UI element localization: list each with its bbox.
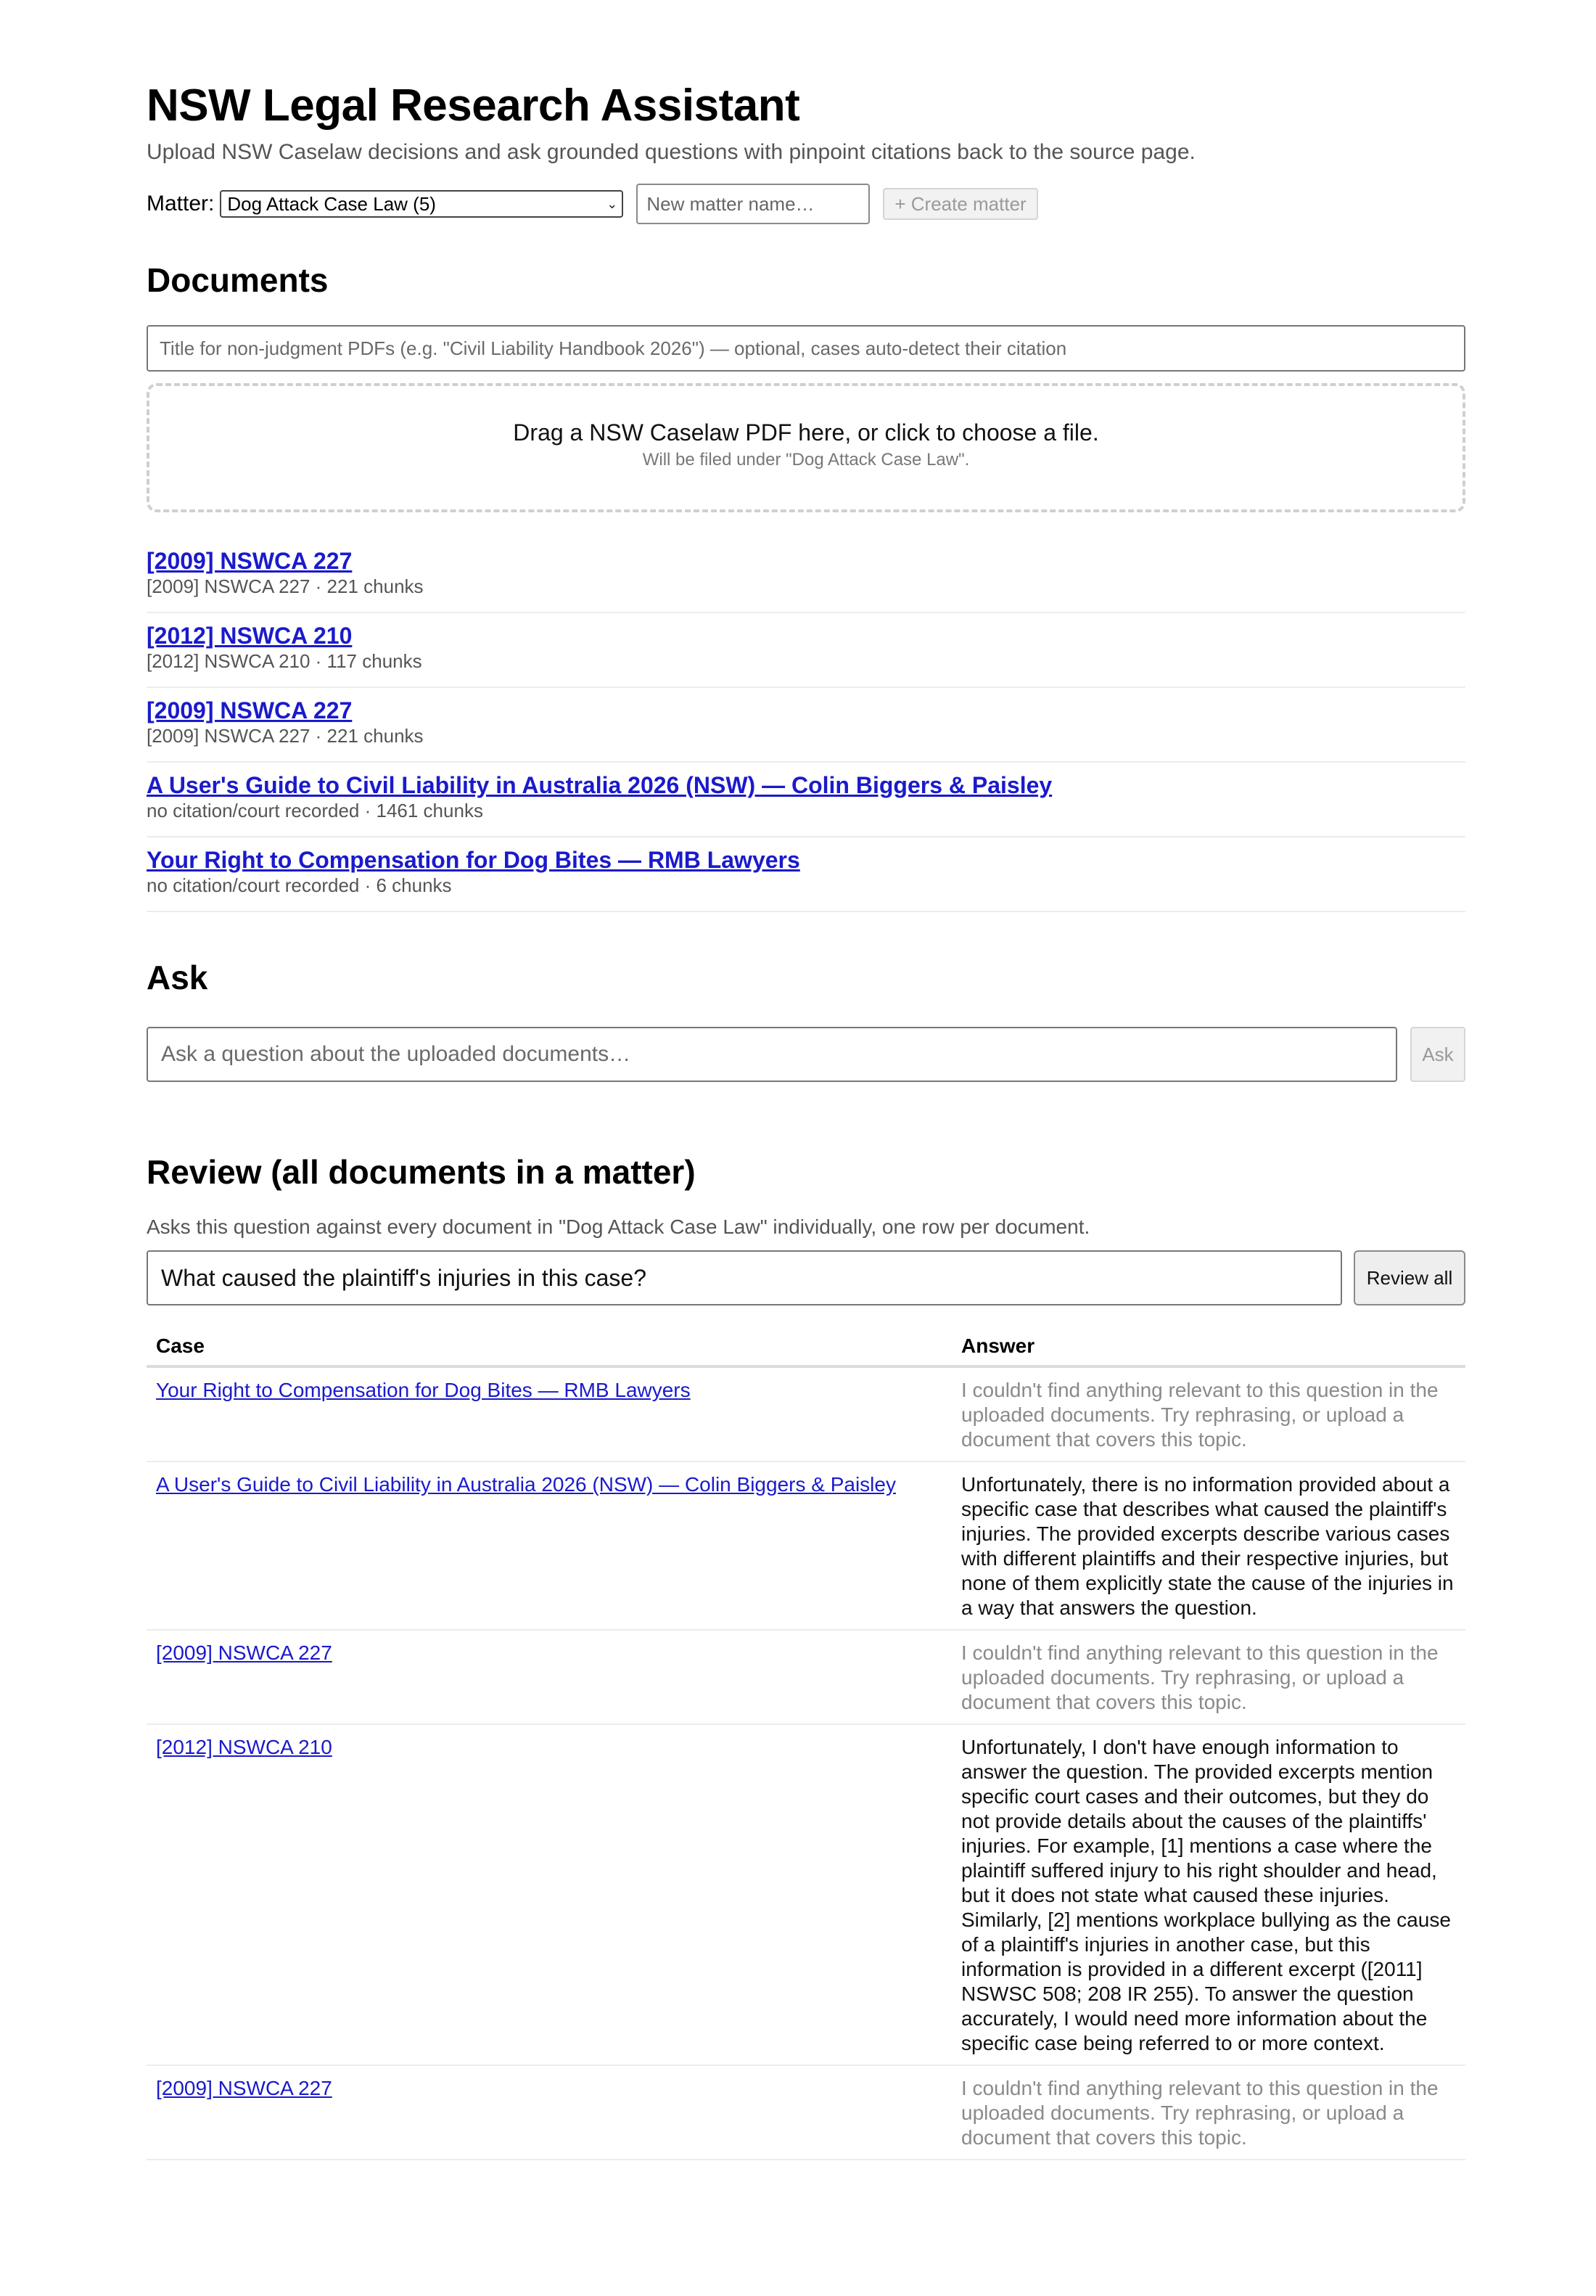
case-cell (147, 1724, 952, 2065)
ask-heading: Ask (147, 959, 208, 996)
review-row (147, 1250, 1465, 1305)
dropzone-subtext: Will be filed under "Dog Attack Case Law". (642, 450, 970, 470)
page-subtitle: Upload NSW Caselaw decisions and ask grounded questions with pinpoint citations back to the source page. (147, 140, 1196, 164)
matter-label: Matter: (147, 192, 215, 216)
new-matter-input[interactable] (636, 184, 870, 224)
create-matter-button[interactable]: + Create matter (883, 188, 1037, 220)
table-row (147, 1461, 1465, 1630)
document-meta: [2009] NSWCA 227 · 221 chunks (147, 575, 424, 597)
case-cell (147, 2065, 952, 2160)
document-meta: no citation/court recorded · 6 chunks (147, 874, 452, 896)
column-header-case: Case (147, 1327, 952, 1366)
table-row (147, 1366, 1465, 1461)
answer-cell: I couldn't find anything relevant to this question in the uploaded documents. Try rephrasing, or upload a document that covers this topic. (952, 1366, 1465, 1461)
document-title-input[interactable] (147, 325, 1465, 372)
page-title: NSW Legal Research Assistant (147, 81, 800, 131)
document-link[interactable]: [2009] NSWCA 227 (147, 697, 353, 723)
ask-row (147, 1027, 1465, 1082)
document-meta: no citation/court recorded · 1461 chunks (147, 800, 483, 821)
dropzone-text: Drag a NSW Caselaw PDF here, or click to choose a file. (513, 419, 1099, 446)
pdf-dropzone[interactable] (147, 383, 1465, 512)
page (147, 0, 1465, 2160)
document-link[interactable]: [2012] NSWCA 210 (147, 623, 353, 649)
review-note: Asks this question against every document in "Dog Attack Case Law" individually, one row per document. (147, 1215, 1090, 1238)
case-link[interactable]: A User's Guide to Civil Liability in Australia 2026 (NSW) — Colin Biggers & Paisley (156, 1473, 896, 1496)
case-link[interactable]: Your Right to Compensation for Dog Bites — RMB Lawyers (156, 1379, 691, 1401)
document-link[interactable]: Your Right to Compensation for Dog Bites — RMB Lawyers (147, 847, 800, 873)
case-cell (147, 1366, 952, 1461)
answer-cell: Unfortunately, I don't have enough information to answer the question. The provided excerpts mention specific court cases and their outcomes, but they do not provide details about the causes of the plaintiffs' injuries. For example, [1] mentions a case where the plaintiff suffered injury to his right shoulder and head, but it does not state what caused these injuries. Similarly, [2] mentions workplace bullying as the cause of a plaintiff's injuries in another case, but this information is provided in a different excerpt ([2011] NSWSC 508; 208 IR 255). To answer the question accurately, I would need more information about the specific case being referred to or more context. (952, 1724, 1465, 2065)
document-meta: [2009] NSWCA 227 · 221 chunks (147, 725, 424, 747)
review-heading: Review (all documents in a matter) (147, 1153, 696, 1191)
document-link[interactable]: A User's Guide to Civil Liability in Australia 2026 (NSW) — Colin Biggers & Paisley (147, 772, 1053, 798)
review-all-button[interactable]: Review all (1354, 1250, 1465, 1305)
table-row (147, 1630, 1465, 1724)
document-item (147, 837, 1465, 912)
table-row (147, 1724, 1465, 2065)
table-row (147, 2065, 1465, 2160)
matter-row (147, 183, 1465, 225)
column-header-answer: Answer (952, 1327, 1465, 1366)
document-item (147, 688, 1465, 763)
document-link[interactable]: [2009] NSWCA 227 (147, 548, 353, 574)
review-table (147, 1327, 1465, 2160)
answer-cell: Unfortunately, there is no information provided about a specific case that describes what caused the plaintiff's injuries. The provided excerpts describe various cases with different plaintiffs and their respective injuries, but none of them explicitly state the cause of the injuries in a way that answers the question. (952, 1461, 1465, 1630)
review-table-header (147, 1327, 1465, 1366)
chevron-down-icon: ⌄ (606, 196, 618, 211)
case-link[interactable]: [2012] NSWCA 210 (156, 1736, 332, 1758)
case-link[interactable]: [2009] NSWCA 227 (156, 2077, 332, 2099)
answer-cell: I couldn't find anything relevant to this question in the uploaded documents. Try rephrasing, or upload a document that covers this topic. (952, 1630, 1465, 1724)
document-item (147, 763, 1465, 837)
review-question-input[interactable] (147, 1250, 1342, 1305)
matter-select[interactable] (220, 190, 623, 218)
ask-button[interactable]: Ask (1410, 1027, 1465, 1082)
matter-selected-value: Dog Attack Case Law (5) (227, 192, 436, 215)
document-item (147, 538, 1465, 613)
case-cell (147, 1630, 952, 1724)
document-meta: [2012] NSWCA 210 · 117 chunks (147, 650, 422, 672)
answer-cell: I couldn't find anything relevant to this question in the uploaded documents. Try rephrasing, or upload a document that covers this topic. (952, 2065, 1465, 2160)
case-cell (147, 1461, 952, 1630)
case-link[interactable]: [2009] NSWCA 227 (156, 1641, 332, 1664)
ask-input[interactable] (147, 1027, 1397, 1082)
documents-heading: Documents (147, 261, 329, 299)
document-list (147, 538, 1465, 912)
document-item (147, 613, 1465, 688)
